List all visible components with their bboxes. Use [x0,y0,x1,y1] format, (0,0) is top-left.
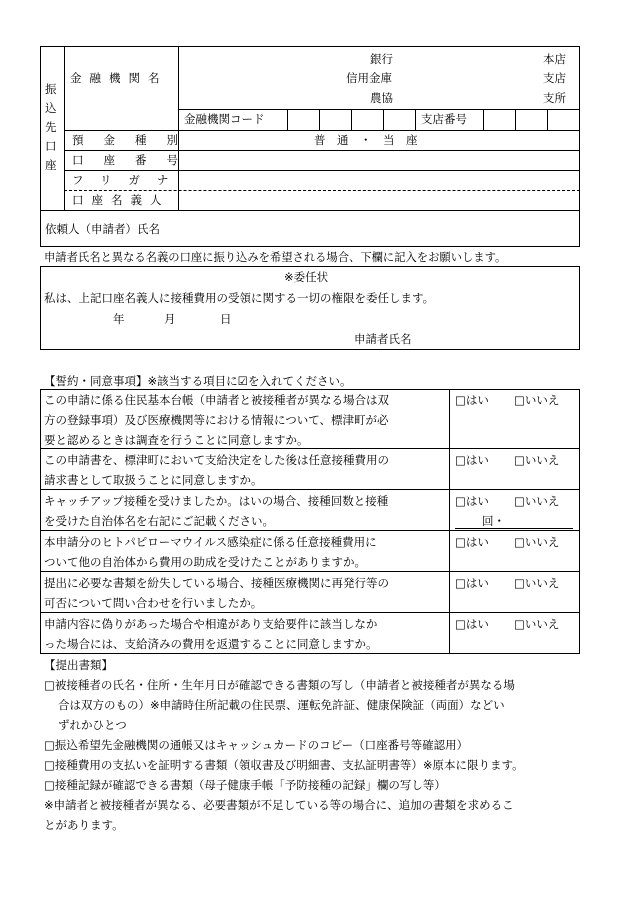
pledge-6-yes-checkbox[interactable]: □はい [455,617,489,631]
pledge-6-line-1: 申請内容に偽りがあった場合や相違があり支給要件に該当しなか [44,617,378,631]
pledge-2-line-2: 請求書として取扱うことに同意しますか。 [44,473,263,487]
pledge-3-no-checkbox[interactable]: □いいえ [514,494,560,508]
pledge-4-no-checkbox[interactable]: □いいえ [514,535,560,549]
pledge-4-line-1: 本申請分のヒトパピローマウイルス感染症に係る任意接種費用に [44,535,377,549]
pledge-5-yes-checkbox[interactable]: □はい [455,576,489,590]
account-vertical-label-4: 口 [45,139,57,153]
account-vertical-label-3: 先 [45,120,57,134]
branch-type-main: 本店 [543,52,566,66]
bank-type-credit: 信用金庫 [346,71,392,85]
pledge-2-yes-checkbox[interactable]: □はい [455,453,489,467]
bank-type-bank: 銀行 [370,52,393,66]
doc-line-6: □接種記録が確認できる書類（母子健康手帳「予防接種の記録」欄の写し等） [44,778,446,792]
branch-code-label: 支店番号 [421,112,467,126]
bank-code-label: 金融機関コード [184,112,265,126]
pledge-5-no-checkbox[interactable]: □いいえ [514,576,560,590]
pledge-3-line-2: を受けた自治体名を右記にご記載ください。 [44,514,274,528]
pledge-3-yes-checkbox[interactable]: □はい [455,494,489,508]
pledge-3-line-1: キャッチアップ接種を受けましたか。はいの場合、接種回数と接種 [44,494,389,508]
pledge-1-no-checkbox[interactable]: □いいえ [514,393,560,407]
deposit-type-options: 普 通 ・ 当 座 [314,133,418,147]
docs-title: 【提出書類】 [44,658,113,672]
pledge-1-line-3: 要と認めるときは調査を行うことに同意しますか。 [44,433,309,447]
furigana-label: フリガナ [72,173,186,187]
doc-line-4: □振込希望先金融機関の通帳又はキャッシュカードのコピー（口座番号等確認用） [44,738,469,752]
doc-line-1: □被接種者の氏名・住所・生年月日が確認できる書類の写し（申請者と被接種者が異なる場 [44,678,515,692]
doc-line-2: 合は双方のもの）※申請時住所記載の住民票、運転免許証、健康保険証（両面）などい [58,698,505,712]
branch-type-branch: 支店 [543,71,566,85]
pledge-4-line-2: ついて他の自治体から費用の助成を受けたことがありますか。 [44,555,366,569]
catchup-count-field[interactable]: 回・ [482,514,505,528]
delegation-note: 申請者氏名と異なる名義の口座に振り込みを希望される場合、下欄に記入をお願いします。 [44,251,507,264]
pledge-1-line-2: 方の登録事項）及び医療機関等における情報について、標津町が必 [44,413,389,427]
doc-line-3: ずれかひとつ [58,718,127,732]
pledge-1-yes-checkbox[interactable]: □はい [455,393,489,407]
delegation-day: 日 [220,312,232,326]
delegation-signature-label: 申請者氏名 [354,332,412,346]
applicant-name-label: 依頼人（申請者）氏名 [45,222,160,236]
pledge-2-line-1: この申請書を、標津町において支給決定をした後は任意接種費用の [44,453,389,467]
bank-type-agri: 農協 [370,91,393,105]
pledge-1-line-1: この申請に係る住民基本台帳（申請者と被接種者が異なる場合は双 [44,393,389,407]
account-vertical-label-2: 込 [45,101,57,115]
bank-name-label: 金融機関名 [70,71,168,85]
branch-type-office: 支所 [543,91,566,105]
pledge-title: 【誓約・同意事項】※該当する項目に☑を入れてください。 [44,374,352,388]
delegation-body: 私は、上記口座名義人に接種費用の受領に関する一切の権限を委任します。 [44,291,435,305]
delegation-month: 月 [164,312,176,326]
doc-line-8: とがあります。 [44,818,124,832]
pledge-5-line-1: 提出に必要な書類を紛失している場合、接種医療機関に再発行等の [44,576,389,590]
pledge-4-yes-checkbox[interactable]: □はい [455,535,489,549]
delegation-year: 年 [113,312,125,326]
pledge-6-no-checkbox[interactable]: □いいえ [514,617,560,631]
account-vertical-label-1: 振 [45,82,57,96]
doc-line-7: ※申請者と被接種者が異なる、必要書類が不足している等の場合に、追加の書類を求めるこ [44,798,514,812]
account-holder-label: 口座名義人 [72,193,170,207]
pledge-2-no-checkbox[interactable]: □いいえ [514,453,560,467]
delegation-title: ※委任状 [284,270,329,284]
doc-line-5: □接種費用の支払いを証明する書類（領収書及び明細書、支払証明書等）※原本に限ります。 [44,758,524,772]
account-vertical-label-5: 座 [45,158,57,172]
pledge-6-line-2: った場合には、支給済みの費用を返還することに同意しますか。 [44,637,378,651]
deposit-type-label: 預金種別 [72,133,198,147]
account-number-label: 口座番号 [72,153,198,167]
pledge-5-line-2: 可否について問い合わせを行いましたか。 [44,596,263,610]
